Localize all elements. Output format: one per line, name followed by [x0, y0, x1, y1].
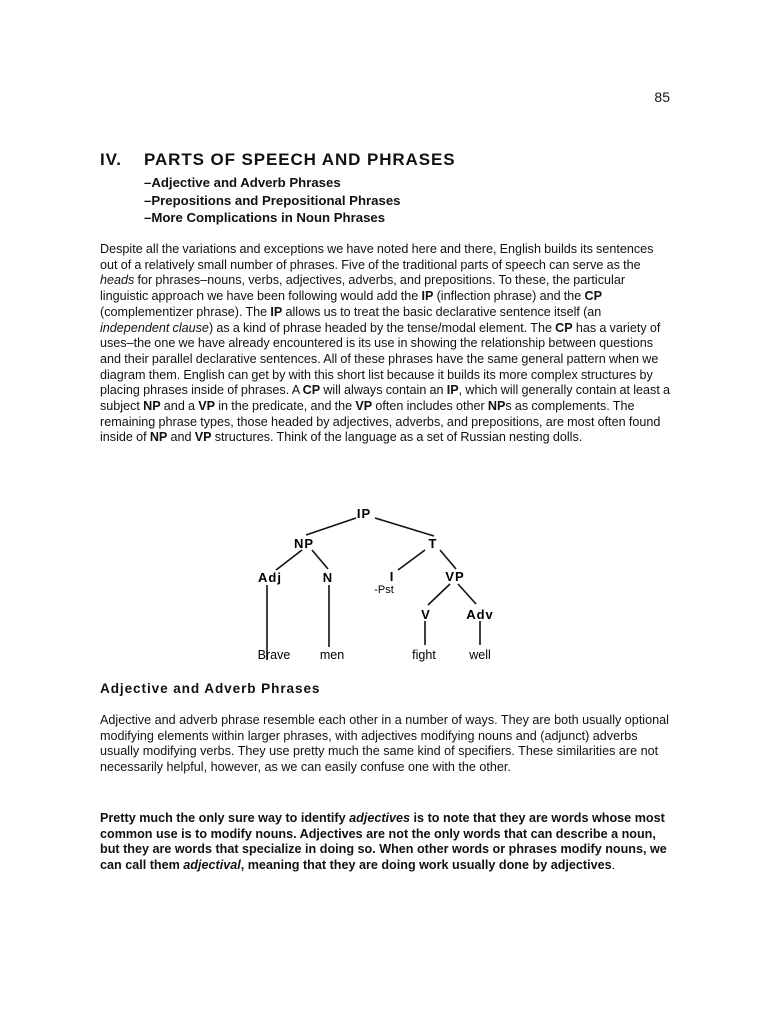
- branch-ip-np: [306, 518, 356, 535]
- tree-node-np: NP: [293, 536, 315, 551]
- chapter-header: [100, 150, 700, 227]
- tree-node-n: N: [322, 570, 334, 585]
- tree-word-well: well: [469, 648, 491, 662]
- subtopic-list: [144, 174, 700, 227]
- tree-word-men: men: [319, 648, 345, 662]
- tree-word-fight: fight: [412, 648, 436, 662]
- branch-t-i: [398, 550, 425, 570]
- emphasis-independent-clause: independent clause: [100, 320, 209, 335]
- branch-ip-t: [375, 518, 434, 536]
- tree-word-brave: Brave: [257, 648, 291, 662]
- tree-node-ip: IP: [356, 506, 372, 521]
- emphasis-adjectival: adjectival: [183, 858, 241, 873]
- tree-node-t: T: [428, 536, 438, 551]
- tree-feature-past: -Pst: [374, 584, 394, 596]
- tree-node-vp: VP: [445, 569, 465, 584]
- section-paragraph: Adjective and adverb phrase resemble each other in a number of ways. They are both usually optional modifying elements within larger phrases, with adjectives modifying nouns and (adjunct) adverbs usually modifying verbs. They use pretty much the same kind of specifiers. These similarities are not necessarily helpful, however, as we can easily confuse one with the other.: [100, 713, 669, 775]
- emphasis-heads: heads: [100, 273, 135, 288]
- emphasis-adjectives: adjectives: [349, 811, 411, 825]
- branch-t-vp: [440, 550, 456, 569]
- page-number: 85: [654, 89, 670, 105]
- emphasis-paragraph: Pretty much the only sure way to identify adjectives is to note that they are words whose most common use is to modify nouns. Adjectives are not the only words that can describe a noun, but they are words that specialize in doing so. When other words or phrases modify nouns, we can call them adjectival, meaning that they are doing work usually done by adjectives.: [100, 811, 667, 873]
- tree-node-adj: Adj: [258, 570, 282, 585]
- section-heading: Adjective and Adverb Phrases: [100, 681, 321, 696]
- chapter-title-text: PARTS OF SPEECH AND PHRASES: [144, 150, 456, 169]
- chapter-title: [100, 150, 700, 170]
- intro-paragraph: Despite all the variations and exceptions we have noted here and there, English builds its sentences out of a relatively small number of phrases. Five of the traditional parts of speech can serve as the heads for phrases–nouns, verbs, adjectives, adverbs, and prepositions. To these, the particular linguistic approach we have been following would add the IP (inflection phrase) and the CP (complementizer phrase). The IP allows us to treat the basic declarative sentence itself (an independent clause) as a kind of phrase headed by the tense/modal element. The CP has a variety of uses–the one we have already encountered is its use in showing the relationship between questions and their parallel declarative sentences. All of these phrases have the same general pattern when we diagram them. English can get by with this short list because it builds its more complex structures by placing phrases inside of phrases. A CP will always contain an IP, which will generally contain at least a subject NP and a VP in the predicate, and the VP often includes other NPs as complements. The remaining phrase types, those headed by adjectives, adverbs, and prepositions, are most often found inside of NP and VP structures. Think of the language as a set of Russian nesting dolls.: [100, 242, 671, 445]
- branch-np-n: [312, 550, 328, 569]
- subtopic-item: –Prepositions and Prepositional Phrases: [144, 192, 401, 208]
- tree-node-i: I: [389, 569, 395, 584]
- branch-np-adj: [276, 550, 302, 570]
- syntax-tree-diagram: [240, 497, 510, 667]
- tree-node-adv: Adv: [466, 607, 494, 622]
- branch-vp-adv: [458, 584, 476, 604]
- branch-vp-v: [428, 584, 450, 605]
- tree-node-v: V: [421, 607, 431, 622]
- subtopic-item: –Adjective and Adverb Phrases: [144, 175, 341, 190]
- subtopic-item: –More Complications in Noun Phrases: [144, 210, 386, 225]
- chapter-numeral: IV.: [100, 150, 122, 169]
